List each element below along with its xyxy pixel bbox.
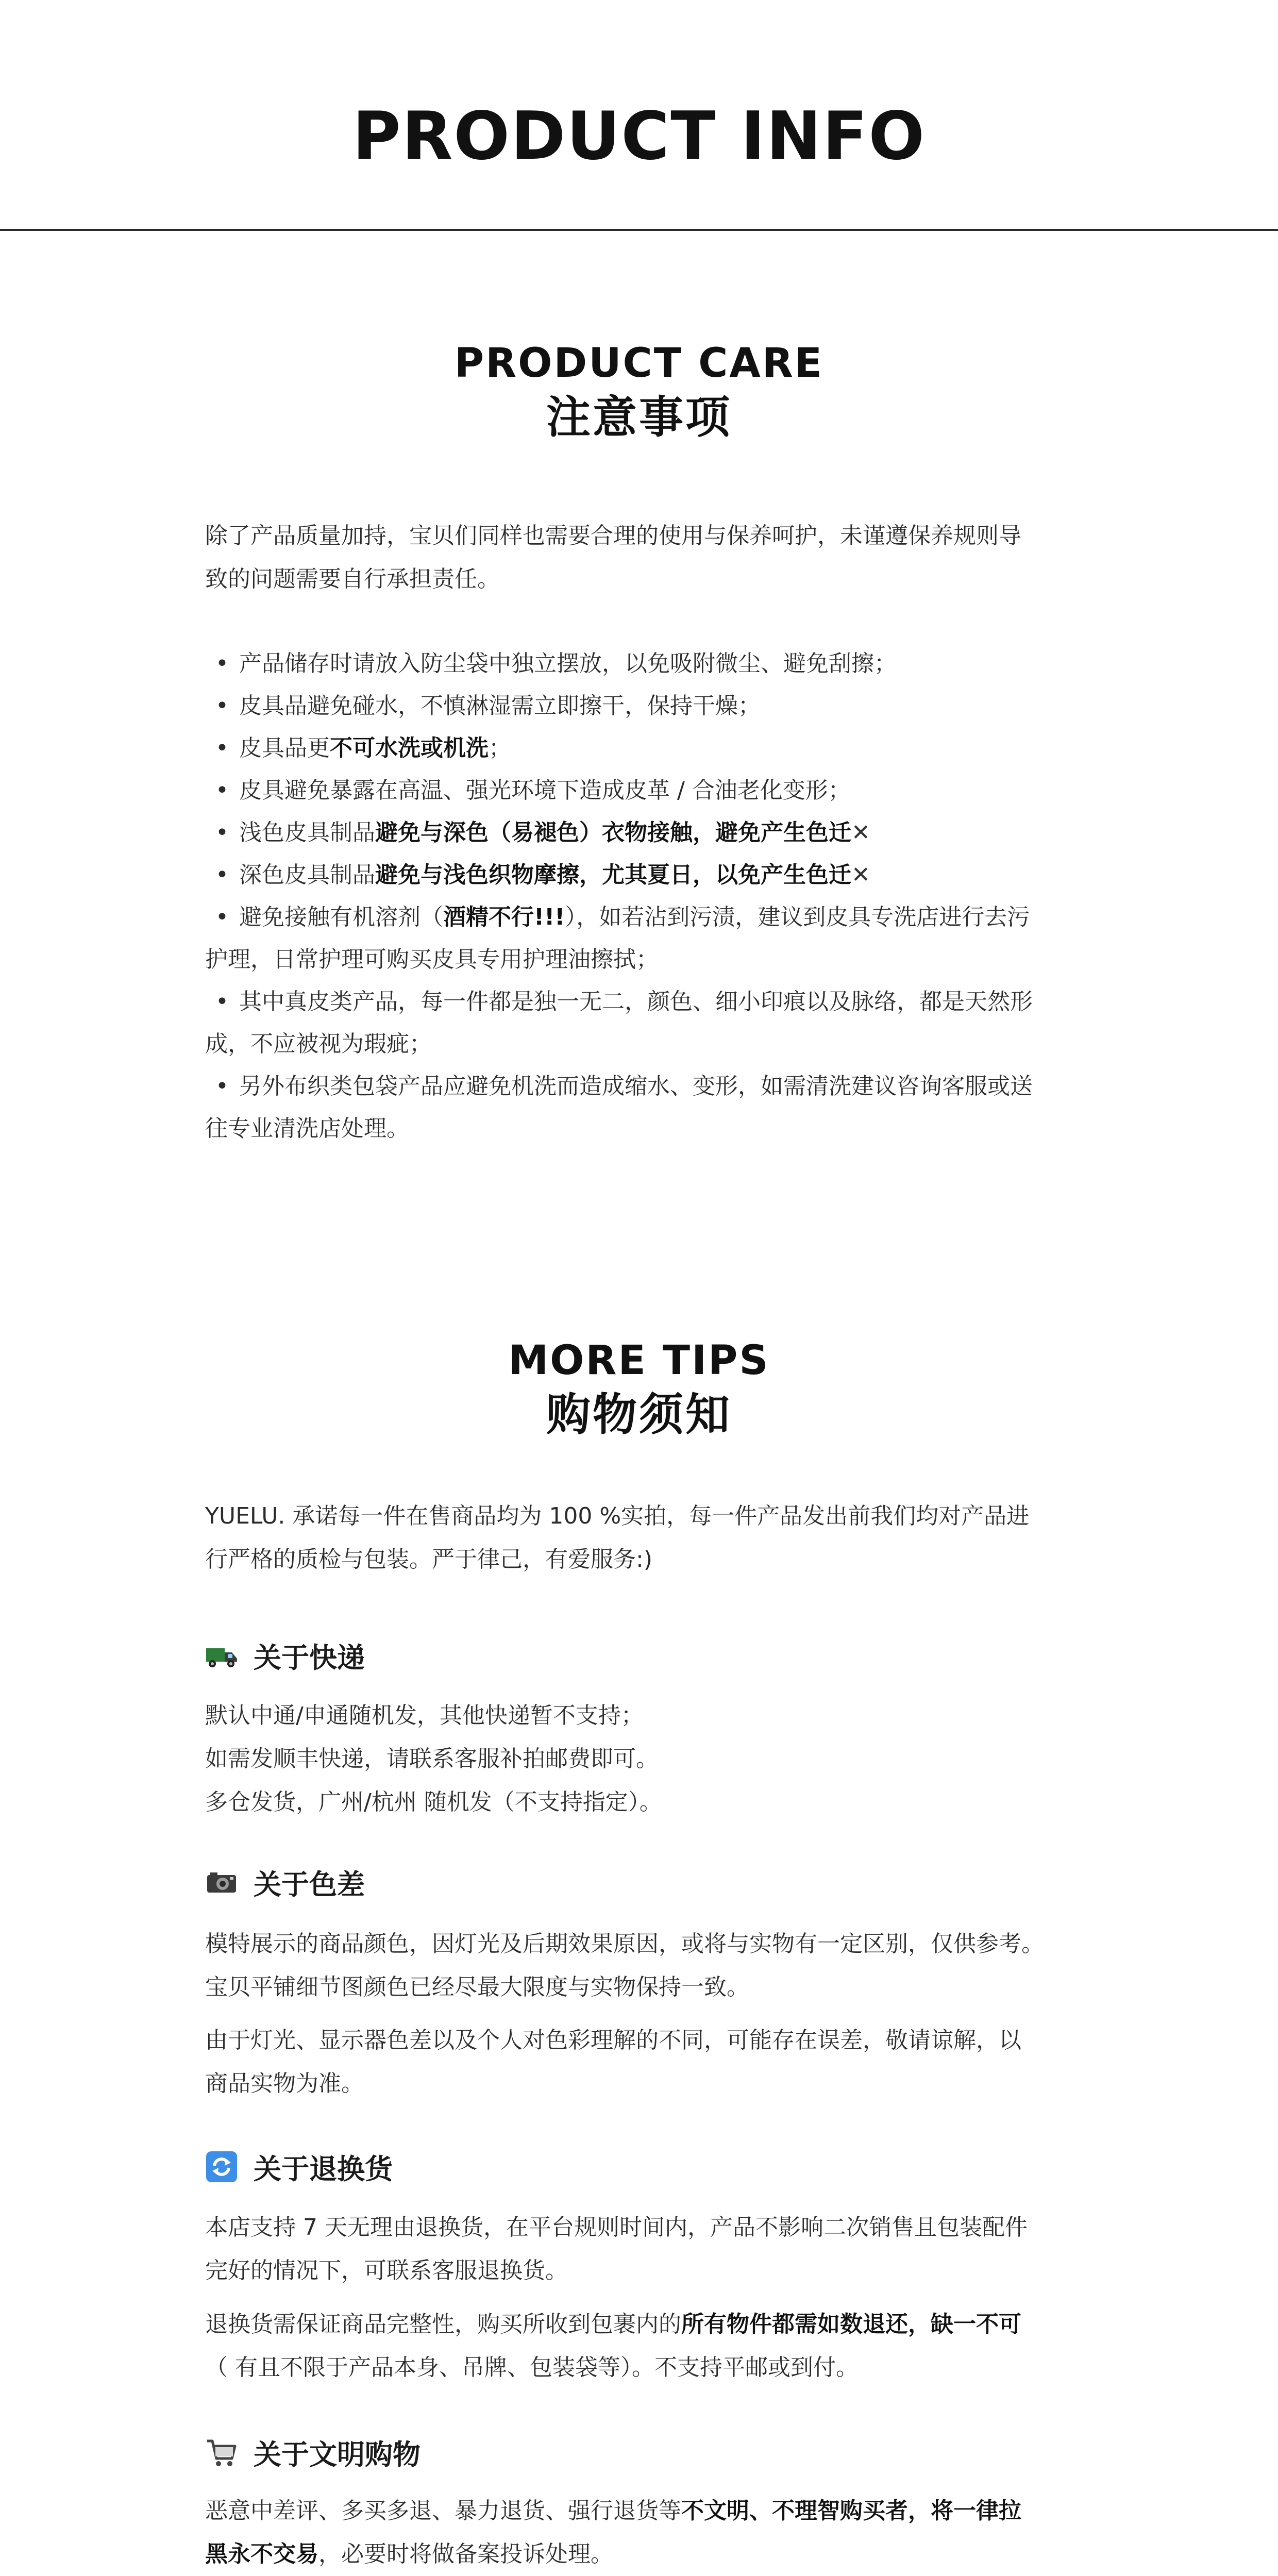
shopping-cart-icon: [205, 2436, 238, 2469]
civil-line: [205, 2533, 1153, 2576]
returns-title: 关于退换货: [254, 2152, 393, 2185]
care-item: [205, 727, 1133, 770]
care-list: [205, 643, 1133, 1150]
bullet-marker: •: [215, 735, 229, 761]
bullet-marker: •: [215, 693, 229, 719]
tips-intro-line: YUELU. 承诺每一件在售商品均为 100 %实拍，每一件产品发出前我们均对产品进: [205, 1503, 1030, 1529]
care-item: [205, 1065, 1133, 1150]
care-item-text: 深色皮具制品: [239, 862, 375, 888]
care-item-text: 浅色皮具制品: [239, 819, 375, 846]
care-item-emphasis: 避免与浅色织物摩擦，尤其夏日，以免产生色迁: [375, 862, 851, 888]
bullet-marker: •: [215, 777, 229, 804]
care-item-text: 另外布织类包袋产品应避免机洗而造成缩水、变形，如需清洗建议咨询客服或送: [239, 1073, 1033, 1099]
care-item-text: 往专业清洗店处理。: [205, 1115, 409, 1142]
tips-heading: [0, 1335, 1278, 1443]
care-item: [205, 643, 1133, 685]
bullet-marker: •: [215, 989, 229, 1015]
tips-intro: [205, 1495, 1153, 1581]
title-divider: [0, 229, 1278, 231]
care-item-text: 避免接触有机溶剂（: [239, 904, 443, 930]
refresh-arrows-icon: [205, 2150, 238, 2183]
care-item-text: 皮具品更: [239, 735, 330, 761]
delivery-title: 关于快递: [254, 1641, 365, 1674]
delivery-truck-icon: [205, 1639, 238, 1672]
tips-heading-en: MORE TIPS: [508, 1337, 770, 1384]
camera-icon: [205, 1866, 238, 1899]
civil-text: ，必要时将做备案投诉处理。: [318, 2541, 613, 2567]
cross-icon: ✕: [851, 862, 870, 888]
delivery-line: 如需发顺丰快递，请联系客服补拍邮费即可。: [205, 1746, 659, 1772]
civil-title: 关于文明购物: [254, 2438, 421, 2471]
care-item: [205, 770, 1133, 812]
color-line: 宝贝平铺细节图颜色已经尽最大限度与实物保持一致。: [205, 1974, 749, 2000]
care-item: [205, 981, 1133, 1065]
bullet-marker: •: [215, 1073, 229, 1099]
civil-emphasis: 不文明、不理智购买者，将一律拉: [681, 2498, 1021, 2524]
returns-heading: [205, 2146, 393, 2187]
delivery-heading: [205, 1635, 365, 1676]
care-item: [205, 685, 1133, 727]
care-item: [205, 896, 1133, 981]
returns-line: （ 有且不限于产品本身、吊牌、包装袋等）。不支持平邮或到付。: [205, 2354, 859, 2381]
civil-body: [205, 2489, 1153, 2576]
cross-icon: ✕: [851, 819, 870, 846]
care-intro-line: 致的问题需要自行承担责任。: [205, 566, 500, 592]
care-item-emphasis: 不可水洗或机洗: [330, 735, 489, 761]
civil-emphasis: 黑永不交易: [205, 2541, 318, 2567]
care-item-text: 产品储存时请放入防尘袋中独立摆放，以免吸附微尘、避免刮擦；: [239, 650, 897, 677]
care-heading: [0, 338, 1278, 446]
color-body-2: [205, 2019, 1153, 2105]
returns-body-1: [205, 2206, 1153, 2293]
care-item-text: 皮具避免暴露在高温、强光环境下造成皮革 / 合油老化变形；: [239, 777, 851, 804]
bullet-marker: •: [215, 819, 229, 846]
care-heading-cn: 注意事项: [546, 392, 732, 443]
care-intro-line: 除了产品质量加持，宝贝们同样也需要合理的使用与保养呵护，未谨遵保养规则导: [205, 523, 1021, 549]
care-intro: [205, 514, 1153, 601]
returns-line: [205, 2303, 1153, 2346]
returns-line: 完好的情况下，可联系客服退换货。: [205, 2257, 568, 2284]
returns-line: 本店支持 7 天无理由退换货，在平台规则时间内，产品不影响二次销售且包装配件: [205, 2214, 1028, 2240]
color-line: 商品实物为准。: [205, 2070, 364, 2097]
care-heading-en: PRODUCT CARE: [454, 340, 824, 387]
care-item-text: 皮具品避免碰水，不慎淋湿需立即擦干，保持干燥；: [239, 693, 761, 719]
color-body-1: [205, 1922, 1153, 2009]
color-heading: [205, 1862, 365, 1903]
care-item-emphasis: 酒精不行!!!: [443, 904, 565, 930]
page-title: PRODUCT INFO: [352, 98, 926, 175]
civil-text: 恶意中差评、多买多退、暴力退货、强行退货等: [205, 2498, 681, 2524]
delivery-line: 多仓发货，广州/杭州 随机发（不支持指定）。: [205, 1789, 662, 1815]
returns-emphasis: 所有物件都需如数退还，缺一不可: [681, 2311, 1021, 2337]
bullet-marker: •: [215, 904, 229, 930]
care-item-emphasis: 避免与深色（易褪色）衣物接触，避免产生色迁: [375, 819, 851, 846]
tips-heading-cn: 购物须知: [546, 1389, 732, 1441]
care-item-text: 成，不应被视为瑕疵；: [205, 1031, 432, 1057]
bullet-marker: •: [215, 650, 229, 677]
civil-heading: [205, 2432, 421, 2473]
care-item: [205, 812, 1133, 854]
care-item-text: 护理，日常护理可购买皮具专用护理油擦拭；: [205, 946, 659, 973]
delivery-line: 默认中通/申通随机发，其他快递暂不支持；: [205, 1702, 644, 1729]
returns-text: 退换货需保证商品完整性，购买所收到包裹内的: [205, 2311, 681, 2337]
color-title: 关于色差: [254, 1868, 365, 1901]
care-item-text: ；: [489, 735, 511, 761]
care-item-text: 其中真皮类产品，每一件都是独一无二，颜色、细小印痕以及脉络，都是天然形: [239, 989, 1033, 1015]
care-item-text: ），如若沾到污渍，建议到皮具专洗店进行去污: [565, 904, 1030, 930]
bullet-marker: •: [215, 862, 229, 888]
tips-intro-line: 行严格的质检与包装。严于律己，有爱服务:): [205, 1546, 652, 1573]
color-line: 模特展示的商品颜色，因灯光及后期效果原因，或将与实物有一定区别，仅供参考。: [205, 1931, 1044, 1957]
civil-line: [205, 2489, 1153, 2533]
returns-body-2: [205, 2303, 1153, 2389]
delivery-body: [205, 1694, 1153, 1824]
color-line: 由于灯光、显示器色差以及个人对色彩理解的不同，可能存在误差，敬请谅解，以: [205, 2027, 1021, 2053]
care-item: [205, 854, 1133, 896]
